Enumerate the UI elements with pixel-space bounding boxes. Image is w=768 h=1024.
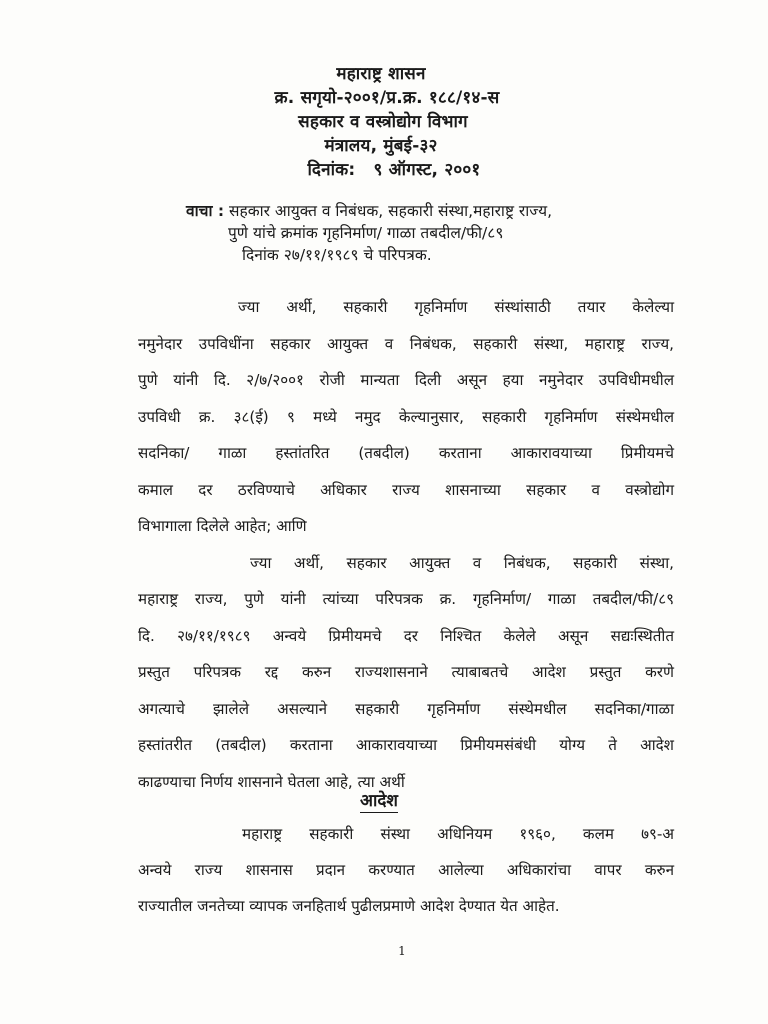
paragraph-2-line: काढण्याचा निर्णय शासनाने घेतला आहे, त्या अर्थी [138, 772, 405, 791]
paragraph-2-line: अगत्याचे झालेले असल्याने सहकारी गृहनिर्माण संस्थेमधील सदनिका/गाळा [138, 699, 674, 718]
page-number [0, 944, 768, 958]
paragraph-2-line: हस्तांतरीत (तबदील) करताना आकारावयाच्या प्रिमीयमसंबंधी योग्य ते आदेश [138, 736, 674, 754]
office-address: मंत्रालय, मुंबई-३२ [324, 136, 438, 156]
reference-block [186, 200, 686, 266]
reference-number: क्र. सगृयो-२००१/प्र.क्र. १८८/१४-स [274, 88, 500, 108]
paragraph-1-line: पुणे यांनी दि. २/७/२००१ रोजी मान्यता दिली असून हया नमुनेदार उपविधीमधील [138, 371, 674, 389]
reference-line-1 [186, 200, 686, 222]
paragraph-1-line: कमाल दर ठरविण्याचे अधिकार राज्य शासनाच्या सहकार व वस्त्रोद्योग [138, 480, 674, 499]
department-name: सहकार व वस्त्रोद्योग विभाग [298, 112, 468, 132]
paragraph-1-line: विभागाला दिलेले आहेत; आणि [138, 517, 307, 535]
paragraph-1-line: उपविधी क्र. ३८(ई) ९ मध्ये नमुद केल्यानुसार, सहकारी गृहनिर्माण संस्थेमधील [138, 407, 674, 426]
reference-text-1: सहकार आयुक्त व निबंधक, सहकारी संस्था,महाराष्ट्र राज्य, [229, 202, 553, 220]
reference-line-3: दिनांक २७/११/१९८९ चे परिपत्रक. [242, 246, 432, 264]
order-body [138, 816, 674, 924]
order-line: राज्यातील जनतेच्या व्यापक जनहितार्थ पुढीलप्रमाणे आदेश देण्यात येत आहेत. [138, 897, 560, 915]
date-label: दिनांक: [307, 160, 356, 180]
paragraph-1-line: नमुनेदार उपविधींना सहकार आयुक्त व निबंधक, सहकारी संस्था, महाराष्ट्र राज्य, [138, 334, 674, 353]
order-line: महाराष्ट्र सहकारी संस्था अधिनियम १९६०, कलम ७९-अ [242, 825, 674, 843]
reference-label: वाचा : [186, 202, 225, 220]
page-number-text: 1 [398, 944, 406, 958]
reference-line-2: पुणे यांचे क्रमांक गृहनिर्माण/ गाळा तबदील/फी/८९ [228, 224, 504, 242]
order-heading-text: आदेश [360, 791, 398, 811]
document-header [0, 62, 768, 182]
paragraph-2-line: महाराष्ट्र राज्य, पुणे यांनी त्यांच्या परिपत्रक क्र. गृहनिर्माण/ गाळा तबदील/फी/८९ [138, 590, 674, 608]
order-line: अन्वये राज्य शासनास प्रदान करण्यात आलेल्या अधिकारांचा वापर करुन [138, 861, 674, 879]
paragraph-2-line: प्रस्तुत परिपत्रक रद्द करुन राज्यशासनाने त्याबाबतचे आदेश प्रस्तुत करणे [138, 663, 674, 681]
document-date [20, 158, 768, 182]
paragraph-1-line: सदनिका/ गाळा हस्तांतरित (तबदील) करताना आकारावयाच्या प्रिमीयमचे [138, 444, 674, 462]
preamble-body [138, 289, 674, 800]
paragraph-1-line: ज्या अर्थी, सहकारी गृहनिर्माण संस्थांसाठी तयार केलेल्या [238, 298, 674, 316]
order-heading [0, 788, 768, 811]
paragraph-2-line: ज्या अर्थी, सहकार आयुक्त व निबंधक, सहकारी संस्था, [250, 553, 674, 572]
government-name: महाराष्ट्र शासन [336, 64, 426, 84]
paragraph-2-line: दि. २७/११/१९८९ अन्वये प्रिमीयमचे दर निश्चित केलेले असून सद्यःस्थितीत [138, 626, 674, 645]
date-value: ९ ऑगस्ट, २००१ [373, 160, 481, 180]
